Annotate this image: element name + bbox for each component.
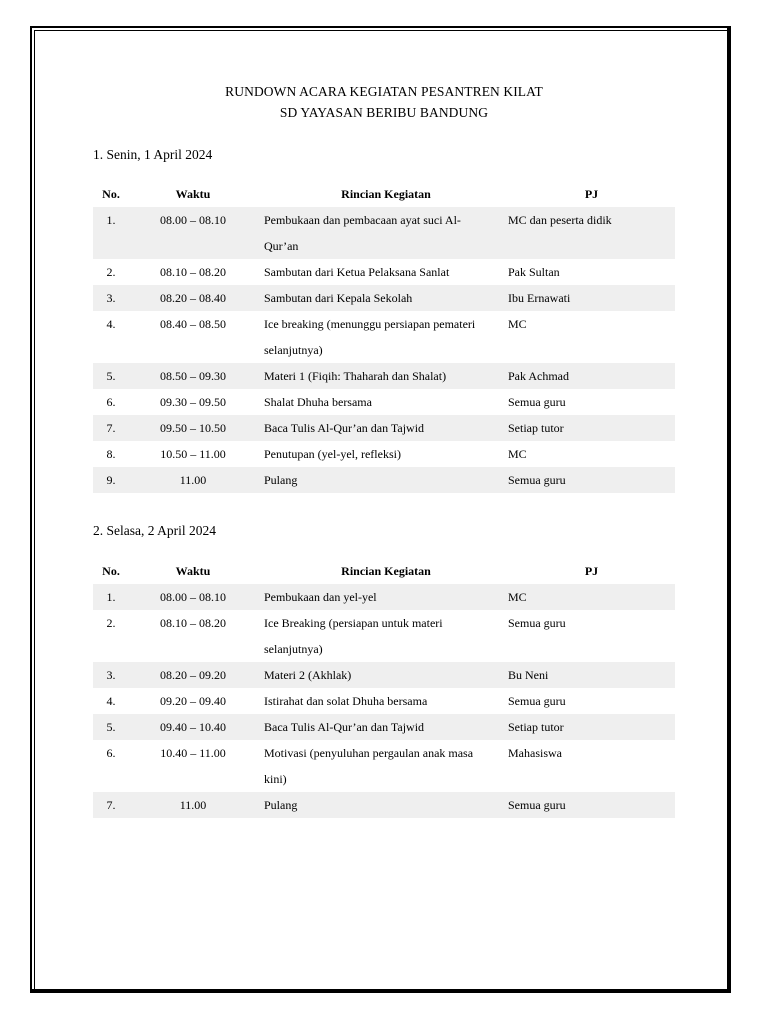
header-time: Waktu	[175, 186, 211, 201]
row-activity	[257, 688, 508, 714]
row-pj: Setiap tutor	[508, 415, 675, 441]
table-row	[93, 662, 675, 688]
row-activity	[257, 389, 508, 415]
row-time: 11.00	[129, 467, 257, 493]
day2-rows	[93, 584, 675, 818]
row-activity	[257, 467, 508, 493]
row-pj: MC	[508, 447, 527, 461]
table-header-row	[93, 181, 675, 207]
row-number: 6.	[106, 746, 116, 760]
table-row	[93, 610, 675, 662]
row-time: 10.40 – 11.00	[160, 746, 226, 760]
row-pj: Semua guru	[508, 467, 675, 493]
row-time: 09.20 – 09.40	[160, 694, 226, 708]
row-number: 2.	[106, 616, 116, 630]
row-pj: MC	[508, 317, 527, 331]
row-time: 08.10 – 08.20	[160, 265, 226, 279]
row-activity	[257, 207, 508, 259]
header-activity: Rincian Kegiatan	[341, 563, 431, 578]
activity-line: Motivasi (penyuluhan pergaulan anak masa	[264, 746, 474, 760]
row-time: 09.50 – 10.50	[129, 415, 257, 441]
row-number: 6.	[106, 395, 116, 409]
activity-line: Baca Tulis Al-Qur’an dan Tajwid	[264, 421, 425, 435]
row-time: 08.50 – 09.30	[129, 363, 257, 389]
table-row	[93, 441, 675, 467]
table-row	[93, 207, 675, 259]
row-time: 09.40 – 10.40	[129, 714, 257, 740]
table-row	[93, 740, 675, 792]
row-number: 5.	[93, 714, 129, 740]
row-pj: MC dan peserta didik	[508, 207, 675, 259]
row-pj: Setiap tutor	[508, 714, 675, 740]
row-time: 08.00 – 08.10	[129, 207, 257, 259]
document-subtitle: SD YAYASAN BERIBU BANDUNG	[279, 105, 489, 120]
row-number: 1.	[93, 584, 129, 610]
row-number: 1.	[93, 207, 129, 259]
row-activity	[257, 584, 508, 610]
row-activity	[257, 259, 508, 285]
row-time: 08.20 – 09.20	[129, 662, 257, 688]
row-pj: Pak Achmad	[508, 363, 675, 389]
row-time: 08.00 – 08.10	[129, 584, 257, 610]
row-activity	[257, 792, 508, 818]
table-row	[93, 285, 675, 311]
header-activity: Rincian Kegiatan	[341, 186, 431, 201]
row-activity	[257, 610, 508, 662]
table-row	[93, 714, 675, 740]
row-pj: Pak Sultan	[508, 265, 560, 279]
day1-schedule-table	[93, 181, 675, 493]
row-activity	[257, 740, 508, 792]
activity-line: Pembukaan dan yel-yel	[264, 590, 377, 604]
row-time: 10.50 – 11.00	[160, 447, 226, 461]
row-number: 3.	[93, 285, 129, 311]
row-time: 09.30 – 09.50	[160, 395, 226, 409]
activity-line: Sambutan dari Kepala Sekolah	[264, 291, 413, 305]
row-pj: Semua guru	[508, 616, 566, 630]
row-time: 08.40 – 08.50	[160, 317, 226, 331]
document-title: RUNDOWN ACARA KEGIATAN PESANTREN KILAT	[225, 84, 543, 99]
activity-line: Istirahat dan solat Dhuha bersama	[264, 694, 428, 708]
row-pj: Bu Neni	[508, 662, 675, 688]
activity-line: Baca Tulis Al-Qur’an dan Tajwid	[264, 720, 425, 734]
activity-line: Ice breaking (menunggu persiapan pemateri	[264, 317, 476, 331]
row-activity	[257, 363, 508, 389]
day2-heading: 2. Selasa, 2 April 2024	[93, 523, 216, 538]
day1-heading: 1. Senin, 1 April 2024	[93, 147, 213, 162]
row-activity	[257, 415, 508, 441]
activity-line: Penutupan (yel-yel, refleksi)	[264, 447, 401, 461]
row-activity	[257, 662, 508, 688]
row-pj: Semua guru	[508, 694, 566, 708]
table-row	[93, 467, 675, 493]
row-activity	[257, 714, 508, 740]
activity-line: Materi 1 (Fiqih: Thaharah dan Shalat)	[264, 369, 447, 383]
table-row	[93, 584, 675, 610]
activity-line: Materi 2 (Akhlak)	[264, 668, 352, 682]
row-pj: MC	[508, 584, 675, 610]
table-row	[93, 792, 675, 818]
row-pj: Mahasiswa	[508, 746, 562, 760]
table-row	[93, 259, 675, 285]
row-number: 8.	[106, 447, 116, 461]
table-row	[93, 389, 675, 415]
day1-rows	[93, 207, 675, 493]
row-number: 5.	[93, 363, 129, 389]
page-border-inner	[34, 30, 728, 990]
row-pj: Semua guru	[508, 792, 675, 818]
row-activity	[257, 441, 508, 467]
header-pj: PJ	[584, 563, 599, 578]
activity-line: Pulang	[264, 473, 298, 487]
activity-line: Pulang	[264, 798, 298, 812]
activity-line: Sambutan dari Ketua Pelaksana Sanlat	[264, 265, 450, 279]
row-pj: Ibu Ernawati	[508, 285, 675, 311]
header-pj: PJ	[584, 186, 599, 201]
row-number: 2.	[106, 265, 116, 279]
row-number: 7.	[93, 792, 129, 818]
header-time: Waktu	[175, 563, 211, 578]
row-number: 7.	[93, 415, 129, 441]
row-activity	[257, 311, 508, 363]
row-number: 4.	[106, 317, 116, 331]
activity-line: Pembukaan dan pembacaan ayat suci Al-	[264, 213, 461, 227]
header-no: No.	[102, 186, 120, 201]
row-number: 4.	[106, 694, 116, 708]
day2-schedule-table	[93, 558, 675, 818]
table-row	[93, 363, 675, 389]
activity-line: Qur’an	[264, 239, 299, 253]
header-no: No.	[102, 563, 120, 578]
activity-line: Shalat Dhuha bersama	[264, 395, 372, 409]
row-time: 11.00	[129, 792, 257, 818]
table-row	[93, 415, 675, 441]
row-number: 3.	[93, 662, 129, 688]
row-time: 08.10 – 08.20	[160, 616, 226, 630]
row-pj: Semua guru	[508, 395, 566, 409]
table-row	[93, 688, 675, 714]
table-header-row	[93, 558, 675, 584]
activity-line: selanjutnya)	[264, 642, 323, 656]
table-row	[93, 311, 675, 363]
row-number: 9.	[93, 467, 129, 493]
activity-line: selanjutnya)	[264, 343, 323, 357]
activity-line: kini)	[264, 772, 287, 786]
row-activity	[257, 285, 508, 311]
activity-line: Ice Breaking (persiapan untuk materi	[264, 616, 443, 630]
row-time: 08.20 – 08.40	[129, 285, 257, 311]
